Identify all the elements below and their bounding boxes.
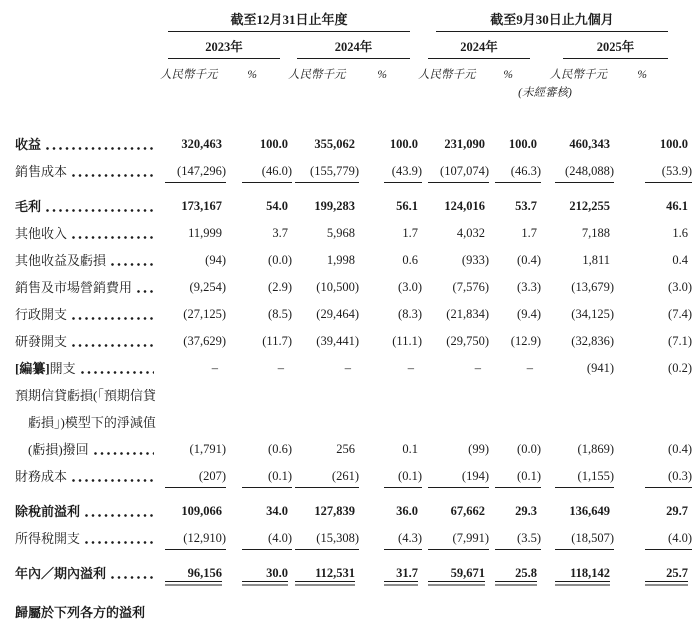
row-label-text: 所得稅開支 [15, 531, 81, 546]
row-label-text: 虧損」)模型下的淨減值 [28, 415, 156, 430]
value-cell: (9.4) [517, 307, 541, 321]
unaudited-note-row [0, 85, 700, 101]
row-label-text: 除稅前溢利 [15, 504, 81, 519]
value-cell: 100.0 [659, 137, 688, 151]
value-cell: 136,649 [569, 504, 610, 518]
period-group-9m: 截至9月30日止九個月 [436, 12, 668, 32]
value-cell: (147,296) [160, 158, 226, 185]
value-cell: (0.2) [668, 361, 692, 375]
unit-amount-label: 人民幣千元 [549, 69, 607, 81]
value-cell: (18,507) [537, 525, 614, 552]
value-cell: (3.0) [398, 280, 422, 294]
value-cell: 29.7 [666, 504, 688, 518]
row-label [0, 193, 160, 220]
unit-amount-label: 人民幣千元 [160, 69, 218, 81]
value-cell: 1.6 [672, 226, 688, 240]
value-cell: 67,662 [450, 504, 485, 518]
value-cell: 199,283 [314, 199, 355, 213]
value-cell: (1,155) [537, 463, 614, 490]
value-cell: (99) [468, 442, 489, 456]
value-cell: (46.3) [485, 158, 541, 185]
value-cell: (2.9) [268, 280, 292, 294]
value-cell: 30.0 [222, 560, 288, 587]
value-cell: (10,500) [316, 280, 359, 294]
value-cell: (43.9) [355, 158, 422, 185]
value-cell: 355,062 [314, 137, 355, 151]
value-cell: (194) [418, 463, 489, 490]
value-cell: (248,088) [537, 158, 614, 185]
row-label [0, 220, 160, 247]
value-cell: 256 [336, 442, 355, 456]
table-row [0, 220, 700, 247]
dot-leader [46, 206, 154, 215]
value-cell: 100.0 [389, 137, 418, 151]
value-cell: (9,254) [189, 280, 226, 294]
value-cell: 100.0 [508, 137, 537, 151]
value-cell: (4.3) [355, 525, 422, 552]
value-cell: 31.7 [355, 560, 418, 587]
row-label-part: [編纂] [15, 361, 50, 376]
value-cell: 25.8 [485, 560, 537, 587]
value-cell: 0.4 [672, 253, 688, 267]
row-label-text: 毛利 [15, 199, 42, 214]
row-label [0, 525, 160, 552]
value-cell: 54.0 [266, 199, 288, 213]
value-cell: (0.1) [485, 463, 541, 490]
value-cell: (11.7) [262, 334, 292, 348]
value-cell: (0.6) [268, 442, 292, 456]
value-cell: (27,125) [183, 307, 226, 321]
dot-leader [81, 368, 154, 377]
value-cell: (0.0) [517, 442, 541, 456]
value-cell: (11.1) [392, 334, 422, 348]
table-row-label-line [0, 409, 700, 436]
value-cell: (0.4) [668, 442, 692, 456]
row-label-text: 其他收益及虧損 [15, 253, 107, 268]
row-label-text: 其他收入 [15, 226, 68, 241]
dot-leader [85, 511, 154, 520]
value-cell: (29,750) [446, 334, 489, 348]
value-cell: – [211, 361, 218, 375]
value-cell: 320,463 [181, 137, 222, 151]
year-2025-9m: 2025年 [563, 39, 668, 59]
value-cell: (32,836) [571, 334, 614, 348]
year-2024-9m: 2024年 [428, 39, 530, 59]
row-label [0, 463, 160, 490]
table-row [0, 463, 700, 490]
row-label-text: 銷售成本 [15, 164, 68, 179]
value-cell: (107,074) [418, 158, 489, 185]
value-cell: 109,066 [181, 504, 222, 518]
unit-percent-label: % [637, 69, 647, 81]
value-cell: (1,869) [577, 442, 614, 456]
value-cell: (29,464) [316, 307, 359, 321]
value-cell: (1,791) [189, 442, 226, 456]
value-cell: (3.3) [517, 280, 541, 294]
value-cell: (3.0) [668, 280, 692, 294]
value-cell: – [277, 361, 284, 375]
value-cell: 96,156 [160, 560, 222, 587]
value-cell: (12.9) [510, 334, 541, 348]
value-cell: 212,255 [569, 199, 610, 213]
value-cell: (8.5) [268, 307, 292, 321]
value-cell: 231,090 [444, 137, 485, 151]
value-cell: 36.0 [396, 504, 418, 518]
value-cell: 53.7 [515, 199, 537, 213]
value-cell: 34.0 [266, 504, 288, 518]
value-cell: (7.4) [668, 307, 692, 321]
value-cell: 1.7 [521, 226, 537, 240]
table-row [0, 158, 700, 185]
table-row [0, 131, 700, 158]
row-label-text: (虧損)撥回 [28, 442, 89, 457]
value-cell: (0.1) [222, 463, 292, 490]
value-cell: (933) [461, 253, 489, 267]
value-cell: (39,441) [316, 334, 359, 348]
table-row [0, 436, 700, 463]
value-cell: (46.0) [222, 158, 292, 185]
row-label-continuation [0, 382, 688, 409]
value-cell: 4,032 [456, 226, 485, 240]
year-2024: 2024年 [297, 39, 410, 59]
row-label-text: 預期信貸虧損(「預期信貸 [15, 388, 156, 403]
value-cell: (7,576) [452, 280, 489, 294]
value-cell: (13,679) [571, 280, 614, 294]
dot-leader [94, 449, 154, 458]
row-label [0, 498, 160, 525]
unit-percent-label: % [247, 69, 257, 81]
value-cell: 56.1 [396, 199, 418, 213]
row-label-part: 開支 [49, 361, 76, 376]
dot-leader [72, 341, 154, 350]
row-label [0, 301, 160, 328]
row-label-text: 年內／期內溢利 [15, 566, 107, 581]
value-cell: 0.1 [402, 442, 418, 456]
row-label [0, 274, 160, 301]
row-label-text: 收益 [15, 137, 42, 152]
value-cell: (94) [205, 253, 226, 267]
value-cell: (4.0) [222, 525, 292, 552]
row-label [0, 158, 160, 185]
dot-leader [111, 260, 154, 269]
value-cell: (0.4) [517, 253, 541, 267]
period-group-fy: 截至12月31日止年度 [168, 12, 410, 32]
value-cell: 1.7 [402, 226, 418, 240]
value-cell: 173,167 [181, 199, 222, 213]
value-cell: (53.9) [610, 158, 692, 185]
value-cell: 46.1 [666, 199, 688, 213]
row-label [0, 131, 160, 158]
unit-amount-label: 人民幣千元 [418, 69, 476, 81]
value-cell: (7,991) [418, 525, 489, 552]
value-cell: (12,910) [160, 525, 226, 552]
row-label-text: 行政開支 [15, 307, 68, 322]
value-cell: 1,811 [582, 253, 610, 267]
row-label [0, 328, 160, 355]
value-cell: 11,999 [188, 226, 222, 240]
row-label-continuation [0, 409, 688, 436]
row-label-text: 銷售及市場營銷費用 [15, 280, 133, 295]
dot-leader [111, 573, 154, 582]
value-cell: (21,834) [446, 307, 489, 321]
row-label [0, 355, 160, 382]
row-label [0, 560, 160, 587]
table-row [0, 328, 700, 355]
row-label [0, 247, 160, 274]
value-cell: 29.3 [515, 504, 537, 518]
value-cell: (8.3) [398, 307, 422, 321]
value-cell: (941) [586, 361, 614, 375]
table-row-label-line [0, 382, 700, 409]
table-row [0, 355, 700, 382]
value-cell: (34,125) [571, 307, 614, 321]
attribution-heading: 歸屬於下列各方的溢利 [15, 605, 146, 620]
value-cell: 0.6 [402, 253, 418, 267]
value-cell: (0.3) [610, 463, 692, 490]
value-cell: 3.7 [272, 226, 288, 240]
value-cell: – [407, 361, 414, 375]
value-cell: (0.1) [355, 463, 422, 490]
value-cell: 112,531 [288, 560, 355, 587]
unaudited-note: (未經審核) [518, 87, 572, 99]
value-cell: 127,839 [314, 504, 355, 518]
table-row [0, 498, 700, 525]
row-label-text: 財務成本 [15, 469, 68, 484]
value-cell: (207) [160, 463, 226, 490]
value-cell: (7.1) [668, 334, 692, 348]
table-row [0, 193, 700, 220]
value-cell: 100.0 [259, 137, 288, 151]
unit-amount-label: 人民幣千元 [288, 69, 346, 81]
year-2023: 2023年 [168, 39, 280, 59]
table-body [0, 131, 700, 587]
value-cell: (37,629) [183, 334, 226, 348]
dot-leader [72, 314, 154, 323]
value-cell: 460,343 [569, 137, 610, 151]
value-cell: 25.7 [610, 560, 688, 587]
value-cell: (3.5) [485, 525, 541, 552]
row-label [0, 436, 160, 463]
value-cell: – [344, 361, 351, 375]
value-cell: (4.0) [610, 525, 692, 552]
table-row [0, 560, 700, 587]
value-cell: 59,671 [418, 560, 485, 587]
dot-leader [72, 171, 154, 180]
value-cell: 118,142 [537, 560, 610, 587]
dot-leader [46, 144, 154, 153]
dot-leader [72, 476, 154, 485]
table-row [0, 301, 700, 328]
dot-leader [85, 538, 154, 547]
unit-percent-label: % [377, 69, 387, 81]
value-cell: (15,308) [288, 525, 359, 552]
table-row [0, 247, 700, 274]
value-cell: – [474, 361, 481, 375]
value-cell: (0.0) [268, 253, 292, 267]
table-row [0, 274, 700, 301]
value-cell: 7,188 [581, 226, 610, 240]
value-cell: – [526, 361, 533, 375]
dot-leader [137, 287, 154, 296]
year-header-row [0, 39, 700, 59]
value-cell: (261) [288, 463, 359, 490]
unit-header-row [0, 67, 700, 83]
dot-leader [72, 233, 154, 242]
table-row [0, 525, 700, 552]
value-cell: (155,779) [288, 158, 359, 185]
value-cell: 5,968 [326, 226, 355, 240]
value-cell: 124,016 [444, 199, 485, 213]
row-label-text [15, 355, 76, 382]
unit-percent-label: % [503, 69, 513, 81]
value-cell: 1,998 [326, 253, 355, 267]
period-group-header-row [0, 12, 700, 32]
row-label-text: 研發開支 [15, 334, 68, 349]
